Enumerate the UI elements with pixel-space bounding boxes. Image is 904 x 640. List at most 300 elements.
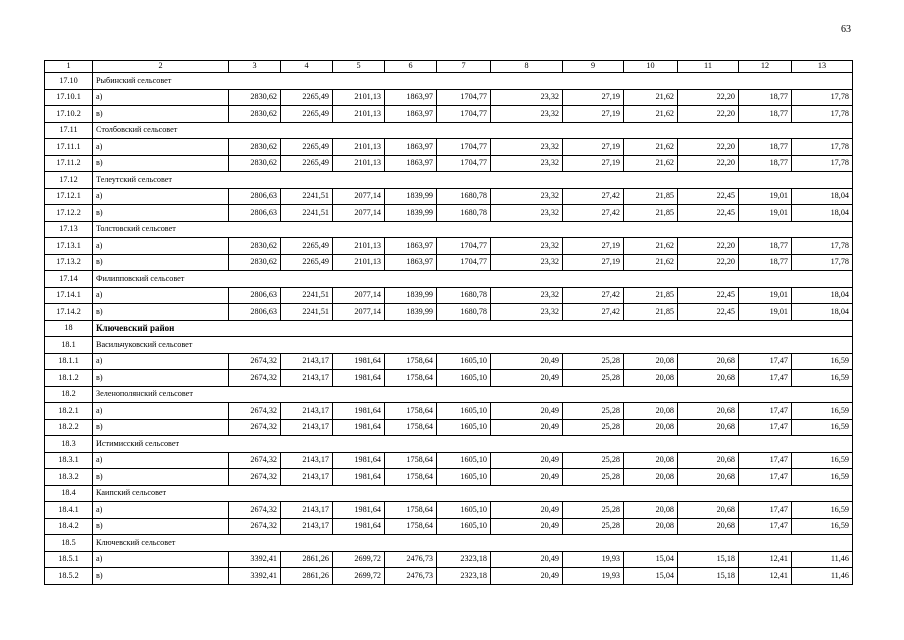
value-cell: 2830,62 — [229, 155, 281, 172]
value-cell: 2699,72 — [333, 551, 385, 568]
value-cell: 20,08 — [624, 502, 678, 519]
value-cell: 1758,64 — [385, 452, 437, 469]
value-cell: 22,45 — [678, 287, 739, 304]
row-name-cell: а) — [93, 139, 229, 156]
value-cell: 3392,41 — [229, 551, 281, 568]
value-cell: 20,08 — [624, 518, 678, 535]
row-code-cell: 18.3.1 — [45, 452, 93, 469]
value-cell: 16,59 — [792, 452, 853, 469]
row-code-cell: 17.13.2 — [45, 254, 93, 271]
value-cell: 2101,13 — [333, 238, 385, 255]
section-heading-row — [45, 535, 853, 552]
value-cell: 18,77 — [739, 89, 792, 106]
row-code-cell: 18.5 — [45, 535, 93, 552]
value-cell: 1863,97 — [385, 89, 437, 106]
value-cell: 1605,10 — [437, 403, 491, 420]
value-cell: 2265,49 — [281, 106, 333, 123]
value-cell: 23,32 — [491, 304, 563, 321]
value-cell: 20,49 — [491, 518, 563, 535]
value-cell: 2699,72 — [333, 568, 385, 585]
value-cell: 1981,64 — [333, 419, 385, 436]
value-cell: 20,08 — [624, 469, 678, 486]
value-cell: 20,08 — [624, 452, 678, 469]
value-cell: 1981,64 — [333, 518, 385, 535]
value-cell: 23,32 — [491, 287, 563, 304]
value-cell: 20,49 — [491, 370, 563, 387]
value-cell: 1863,97 — [385, 254, 437, 271]
value-cell: 23,32 — [491, 238, 563, 255]
row-name-cell: в) — [93, 304, 229, 321]
value-cell: 22,45 — [678, 188, 739, 205]
table-row — [45, 370, 853, 387]
table-row — [45, 353, 853, 370]
value-cell: 1758,64 — [385, 353, 437, 370]
value-cell: 27,19 — [563, 106, 624, 123]
table-row — [45, 155, 853, 172]
value-cell: 2241,51 — [281, 304, 333, 321]
value-cell: 1758,64 — [385, 518, 437, 535]
row-code-cell: 17.10 — [45, 73, 93, 90]
row-name-cell: а) — [93, 403, 229, 420]
row-name-cell: а) — [93, 287, 229, 304]
column-header: 2 — [93, 61, 229, 73]
value-cell: 2674,32 — [229, 370, 281, 387]
row-code-cell: 18.5.2 — [45, 568, 93, 585]
row-name-cell: в) — [93, 568, 229, 585]
value-cell: 2674,32 — [229, 419, 281, 436]
value-cell: 2830,62 — [229, 238, 281, 255]
value-cell: 11,46 — [792, 568, 853, 585]
value-cell: 1605,10 — [437, 518, 491, 535]
value-cell: 1981,64 — [333, 452, 385, 469]
value-cell: 20,49 — [491, 419, 563, 436]
value-cell: 23,32 — [491, 188, 563, 205]
value-cell: 20,08 — [624, 353, 678, 370]
section-heading-row — [45, 271, 853, 288]
value-cell: 18,77 — [739, 139, 792, 156]
value-cell: 1863,97 — [385, 139, 437, 156]
row-code-cell: 17.11 — [45, 122, 93, 139]
value-cell: 2265,49 — [281, 139, 333, 156]
value-cell: 19,01 — [739, 205, 792, 222]
table-row — [45, 89, 853, 106]
row-code-cell: 18.4.1 — [45, 502, 93, 519]
value-cell: 1981,64 — [333, 370, 385, 387]
value-cell: 18,04 — [792, 205, 853, 222]
value-cell: 2101,13 — [333, 155, 385, 172]
value-cell: 12,41 — [739, 551, 792, 568]
district-heading-row — [45, 320, 853, 337]
value-cell: 1605,10 — [437, 353, 491, 370]
row-name-cell: а) — [93, 238, 229, 255]
value-cell: 15,04 — [624, 551, 678, 568]
row-code-cell: 18.1.1 — [45, 353, 93, 370]
value-cell: 27,42 — [563, 304, 624, 321]
table-row — [45, 106, 853, 123]
row-code-cell: 17.13.1 — [45, 238, 93, 255]
section-heading-row — [45, 172, 853, 189]
page-number: 63 — [841, 24, 851, 35]
row-code-cell: 18.2.2 — [45, 419, 93, 436]
value-cell: 20,68 — [678, 502, 739, 519]
value-cell: 25,28 — [563, 518, 624, 535]
value-cell: 2806,63 — [229, 188, 281, 205]
table-row — [45, 287, 853, 304]
value-cell: 2143,17 — [281, 452, 333, 469]
value-cell: 22,20 — [678, 106, 739, 123]
value-cell: 1680,78 — [437, 205, 491, 222]
value-cell: 2265,49 — [281, 89, 333, 106]
value-cell: 2265,49 — [281, 155, 333, 172]
row-name-cell: Ключевский район — [93, 320, 853, 337]
row-name-cell: а) — [93, 502, 229, 519]
value-cell: 22,45 — [678, 205, 739, 222]
value-cell: 25,28 — [563, 502, 624, 519]
row-code-cell: 17.12.1 — [45, 188, 93, 205]
row-code-cell: 17.11.2 — [45, 155, 93, 172]
value-cell: 21,85 — [624, 287, 678, 304]
value-cell: 22,20 — [678, 238, 739, 255]
row-name-cell: в) — [93, 370, 229, 387]
value-cell: 2323,18 — [437, 551, 491, 568]
value-cell: 27,19 — [563, 238, 624, 255]
value-cell: 1863,97 — [385, 238, 437, 255]
value-cell: 22,20 — [678, 155, 739, 172]
value-cell: 11,46 — [792, 551, 853, 568]
value-cell: 2861,26 — [281, 568, 333, 585]
row-code-cell: 17.12 — [45, 172, 93, 189]
value-cell: 2143,17 — [281, 353, 333, 370]
value-cell: 18,04 — [792, 304, 853, 321]
value-cell: 1981,64 — [333, 353, 385, 370]
row-name-cell: Филипповский сельсовет — [93, 271, 853, 288]
value-cell: 23,32 — [491, 155, 563, 172]
value-cell: 22,20 — [678, 89, 739, 106]
value-cell: 25,28 — [563, 353, 624, 370]
value-cell: 21,62 — [624, 155, 678, 172]
value-cell: 27,19 — [563, 139, 624, 156]
value-cell: 1758,64 — [385, 469, 437, 486]
table-row — [45, 254, 853, 271]
row-name-cell: Истимисский сельсовет — [93, 436, 853, 453]
row-name-cell: а) — [93, 188, 229, 205]
value-cell: 20,49 — [491, 353, 563, 370]
row-code-cell: 17.14.1 — [45, 287, 93, 304]
row-code-cell: 18.2 — [45, 386, 93, 403]
table-row — [45, 238, 853, 255]
column-header: 10 — [624, 61, 678, 73]
table-row — [45, 139, 853, 156]
value-cell: 23,32 — [491, 254, 563, 271]
value-cell: 1680,78 — [437, 188, 491, 205]
column-header: 6 — [385, 61, 437, 73]
value-cell: 20,08 — [624, 403, 678, 420]
row-code-cell: 18.2.1 — [45, 403, 93, 420]
value-cell: 17,78 — [792, 238, 853, 255]
value-cell: 22,20 — [678, 254, 739, 271]
value-cell: 16,59 — [792, 370, 853, 387]
value-cell: 25,28 — [563, 419, 624, 436]
value-cell: 15,18 — [678, 568, 739, 585]
value-cell: 20,68 — [678, 419, 739, 436]
value-cell: 27,19 — [563, 89, 624, 106]
value-cell: 2077,14 — [333, 188, 385, 205]
value-cell: 23,32 — [491, 89, 563, 106]
value-cell: 17,78 — [792, 155, 853, 172]
table-row — [45, 568, 853, 585]
table-row — [45, 403, 853, 420]
value-cell: 20,49 — [491, 551, 563, 568]
value-cell: 2101,13 — [333, 106, 385, 123]
row-name-cell: Толстовский сельсовет — [93, 221, 853, 238]
value-cell: 2476,73 — [385, 568, 437, 585]
value-cell: 20,49 — [491, 568, 563, 585]
value-cell: 18,04 — [792, 188, 853, 205]
row-code-cell: 18 — [45, 320, 93, 337]
row-name-cell: в) — [93, 106, 229, 123]
value-cell: 17,47 — [739, 353, 792, 370]
value-cell: 25,28 — [563, 469, 624, 486]
value-cell: 2674,32 — [229, 518, 281, 535]
value-cell: 1839,99 — [385, 188, 437, 205]
value-cell: 21,85 — [624, 304, 678, 321]
value-cell: 23,32 — [491, 106, 563, 123]
value-cell: 1839,99 — [385, 205, 437, 222]
value-cell: 21,62 — [624, 89, 678, 106]
value-cell: 2241,51 — [281, 205, 333, 222]
value-cell: 2830,62 — [229, 139, 281, 156]
value-cell: 27,19 — [563, 155, 624, 172]
value-cell: 17,78 — [792, 254, 853, 271]
value-cell: 2674,32 — [229, 469, 281, 486]
value-cell: 16,59 — [792, 403, 853, 420]
value-cell: 15,18 — [678, 551, 739, 568]
value-cell: 2674,32 — [229, 452, 281, 469]
value-cell: 2101,13 — [333, 139, 385, 156]
value-cell: 20,08 — [624, 370, 678, 387]
value-cell: 1758,64 — [385, 502, 437, 519]
value-cell: 1981,64 — [333, 502, 385, 519]
row-name-cell: а) — [93, 452, 229, 469]
row-name-cell: в) — [93, 469, 229, 486]
value-cell: 2143,17 — [281, 502, 333, 519]
value-cell: 17,47 — [739, 469, 792, 486]
value-cell: 1704,77 — [437, 139, 491, 156]
value-cell: 27,42 — [563, 205, 624, 222]
row-name-cell: а) — [93, 551, 229, 568]
value-cell: 20,49 — [491, 502, 563, 519]
value-cell: 19,01 — [739, 188, 792, 205]
value-cell: 16,59 — [792, 353, 853, 370]
value-cell: 1704,77 — [437, 238, 491, 255]
value-cell: 2143,17 — [281, 419, 333, 436]
table-row — [45, 419, 853, 436]
value-cell: 2674,32 — [229, 403, 281, 420]
value-cell: 23,32 — [491, 205, 563, 222]
section-heading-row — [45, 436, 853, 453]
column-header: 11 — [678, 61, 739, 73]
value-cell: 22,20 — [678, 139, 739, 156]
section-heading-row — [45, 122, 853, 139]
value-cell: 2241,51 — [281, 188, 333, 205]
value-cell: 19,01 — [739, 287, 792, 304]
value-cell: 1605,10 — [437, 370, 491, 387]
table-body — [45, 73, 853, 585]
row-code-cell: 18.1 — [45, 337, 93, 354]
value-cell: 18,77 — [739, 238, 792, 255]
value-cell: 20,68 — [678, 370, 739, 387]
row-name-cell: Зеленополянский сельсовет — [93, 386, 853, 403]
column-header: 5 — [333, 61, 385, 73]
value-cell: 2806,63 — [229, 287, 281, 304]
value-cell: 1839,99 — [385, 304, 437, 321]
row-code-cell: 17.14 — [45, 271, 93, 288]
row-code-cell: 17.14.2 — [45, 304, 93, 321]
value-cell: 2674,32 — [229, 353, 281, 370]
table-row — [45, 188, 853, 205]
value-cell: 2241,51 — [281, 287, 333, 304]
value-cell: 1863,97 — [385, 106, 437, 123]
value-cell: 18,77 — [739, 155, 792, 172]
value-cell: 2830,62 — [229, 106, 281, 123]
value-cell: 2806,63 — [229, 304, 281, 321]
value-cell: 1704,77 — [437, 106, 491, 123]
value-cell: 21,62 — [624, 254, 678, 271]
tariff-table — [44, 60, 853, 585]
value-cell: 25,28 — [563, 370, 624, 387]
value-cell: 16,59 — [792, 469, 853, 486]
row-name-cell: в) — [93, 205, 229, 222]
value-cell: 20,68 — [678, 403, 739, 420]
value-cell: 2101,13 — [333, 254, 385, 271]
table-row — [45, 502, 853, 519]
value-cell: 2476,73 — [385, 551, 437, 568]
value-cell: 21,85 — [624, 188, 678, 205]
table-row — [45, 469, 853, 486]
value-cell: 20,68 — [678, 353, 739, 370]
row-name-cell: Васильчуковский сельсовет — [93, 337, 853, 354]
value-cell: 12,41 — [739, 568, 792, 585]
column-header: 12 — [739, 61, 792, 73]
value-cell: 20,68 — [678, 518, 739, 535]
row-name-cell: в) — [93, 254, 229, 271]
value-cell: 2265,49 — [281, 238, 333, 255]
row-code-cell: 18.3.2 — [45, 469, 93, 486]
row-code-cell: 18.3 — [45, 436, 93, 453]
row-name-cell: а) — [93, 353, 229, 370]
column-header: 9 — [563, 61, 624, 73]
value-cell: 2830,62 — [229, 254, 281, 271]
section-heading-row — [45, 485, 853, 502]
value-cell: 20,49 — [491, 452, 563, 469]
value-cell: 17,47 — [739, 452, 792, 469]
value-cell: 1863,97 — [385, 155, 437, 172]
value-cell: 21,62 — [624, 238, 678, 255]
value-cell: 25,28 — [563, 452, 624, 469]
row-code-cell: 18.5.1 — [45, 551, 93, 568]
value-cell: 2077,14 — [333, 287, 385, 304]
row-name-cell: Столбовский сельсовет — [93, 122, 853, 139]
value-cell: 2143,17 — [281, 518, 333, 535]
row-name-cell: Телеутский сельсовет — [93, 172, 853, 189]
value-cell: 2830,62 — [229, 89, 281, 106]
column-number-row — [45, 61, 853, 73]
row-code-cell: 18.4.2 — [45, 518, 93, 535]
value-cell: 1704,77 — [437, 155, 491, 172]
column-header: 8 — [491, 61, 563, 73]
row-code-cell: 17.10.2 — [45, 106, 93, 123]
value-cell: 18,77 — [739, 106, 792, 123]
value-cell: 2861,26 — [281, 551, 333, 568]
value-cell: 18,77 — [739, 254, 792, 271]
value-cell: 19,01 — [739, 304, 792, 321]
value-cell: 3392,41 — [229, 568, 281, 585]
value-cell: 2143,17 — [281, 370, 333, 387]
value-cell: 25,28 — [563, 403, 624, 420]
row-name-cell: Каипский сельсовет — [93, 485, 853, 502]
value-cell: 17,47 — [739, 518, 792, 535]
value-cell: 2143,17 — [281, 469, 333, 486]
value-cell: 2077,14 — [333, 205, 385, 222]
value-cell: 1758,64 — [385, 370, 437, 387]
value-cell: 17,78 — [792, 89, 853, 106]
value-cell: 17,78 — [792, 106, 853, 123]
value-cell: 21,85 — [624, 205, 678, 222]
value-cell: 1981,64 — [333, 469, 385, 486]
column-header: 4 — [281, 61, 333, 73]
value-cell: 1704,77 — [437, 254, 491, 271]
value-cell: 17,47 — [739, 502, 792, 519]
value-cell: 2265,49 — [281, 254, 333, 271]
value-cell: 22,45 — [678, 304, 739, 321]
value-cell: 1605,10 — [437, 469, 491, 486]
value-cell: 18,04 — [792, 287, 853, 304]
value-cell: 1704,77 — [437, 89, 491, 106]
value-cell: 1981,64 — [333, 403, 385, 420]
row-code-cell: 17.13 — [45, 221, 93, 238]
column-header: 7 — [437, 61, 491, 73]
column-header: 1 — [45, 61, 93, 73]
value-cell: 21,62 — [624, 106, 678, 123]
value-cell: 2143,17 — [281, 403, 333, 420]
table-row — [45, 304, 853, 321]
row-code-cell: 17.12.2 — [45, 205, 93, 222]
row-name-cell: Ключевский сельсовет — [93, 535, 853, 552]
row-code-cell: 18.1.2 — [45, 370, 93, 387]
value-cell: 1605,10 — [437, 502, 491, 519]
value-cell: 2323,18 — [437, 568, 491, 585]
value-cell: 1680,78 — [437, 287, 491, 304]
section-heading-row — [45, 337, 853, 354]
value-cell: 17,47 — [739, 419, 792, 436]
value-cell: 2101,13 — [333, 89, 385, 106]
value-cell: 27,42 — [563, 287, 624, 304]
table-row — [45, 205, 853, 222]
table-row — [45, 452, 853, 469]
value-cell: 16,59 — [792, 419, 853, 436]
row-name-cell: Рыбинский сельсовет — [93, 73, 853, 90]
value-cell: 16,59 — [792, 502, 853, 519]
value-cell: 17,47 — [739, 370, 792, 387]
column-header: 3 — [229, 61, 281, 73]
value-cell: 1758,64 — [385, 403, 437, 420]
value-cell: 27,42 — [563, 188, 624, 205]
value-cell: 19,93 — [563, 568, 624, 585]
value-cell: 17,78 — [792, 139, 853, 156]
row-name-cell: в) — [93, 155, 229, 172]
value-cell: 21,62 — [624, 139, 678, 156]
value-cell: 20,49 — [491, 469, 563, 486]
